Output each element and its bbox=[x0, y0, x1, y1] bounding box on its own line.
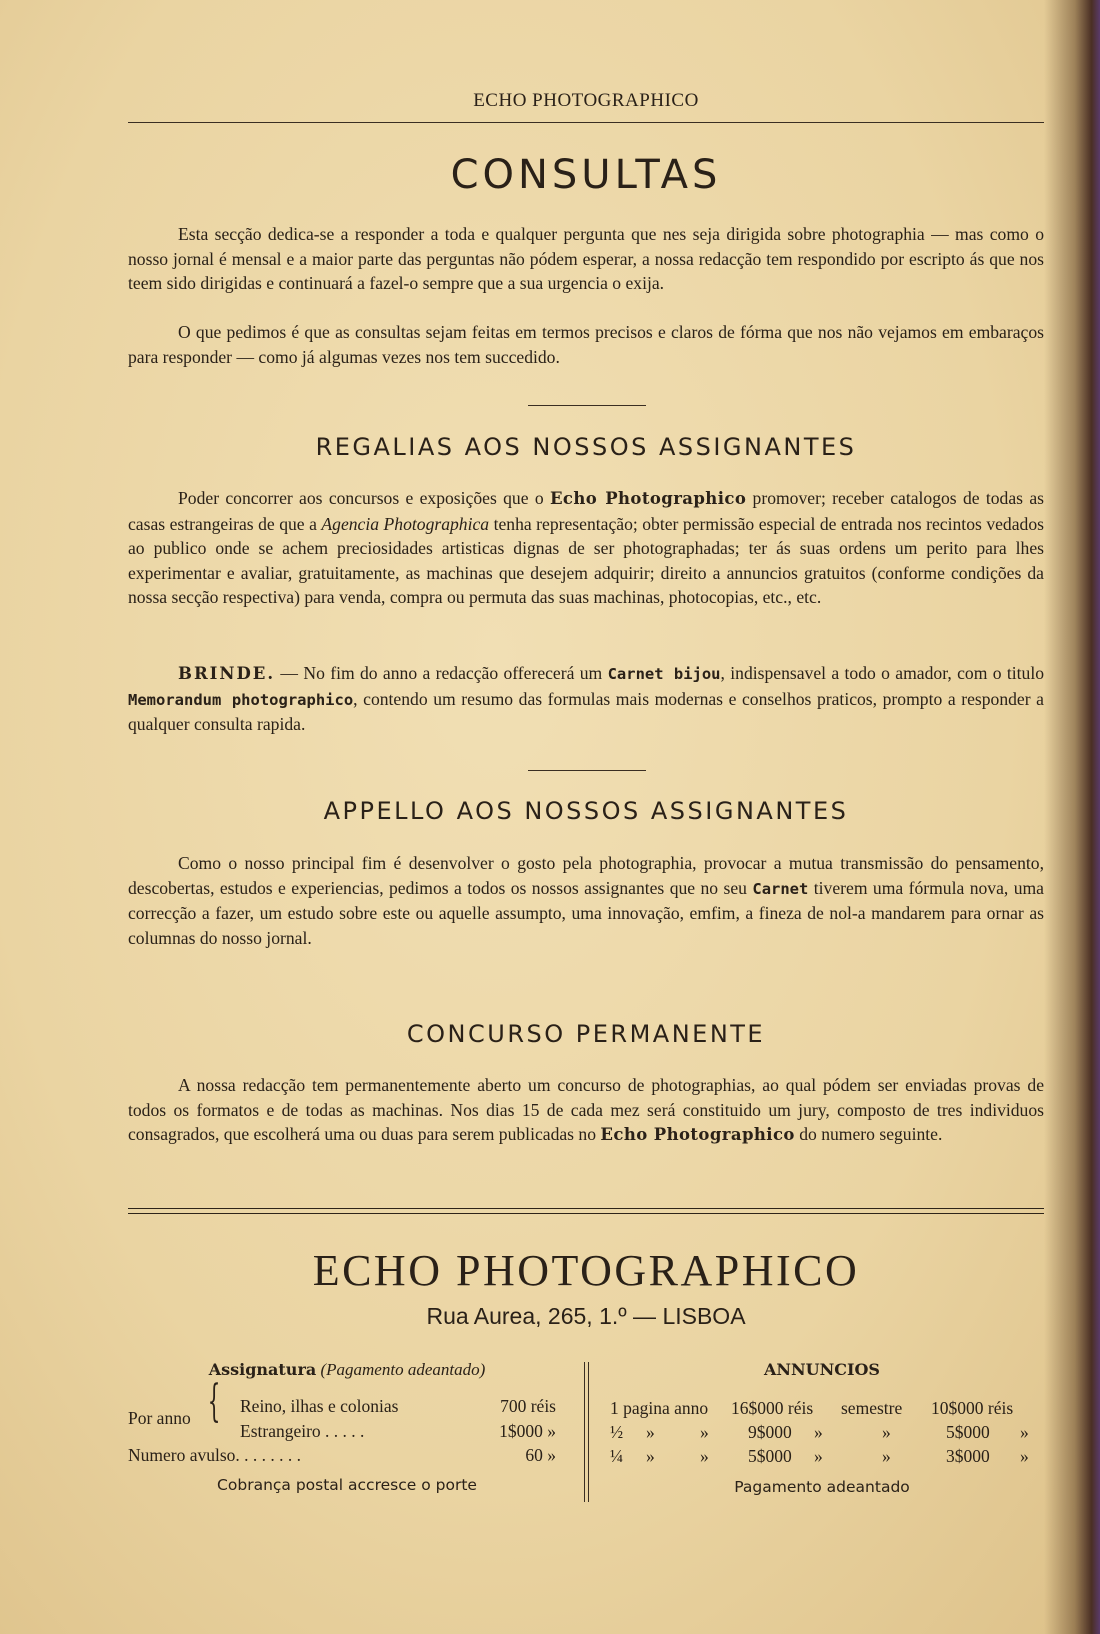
consultas-title: CONSULTAS bbox=[450, 152, 722, 198]
consultas-paragraph-2: O que pedimos é que as consultas sejam feitas em termos precisos e claros de fórma que nos não vejamos em embaraços para responder — como já algumas vezes nos tem succedido. bbox=[128, 322, 1044, 367]
appello-text: tiverem uma fórmula nova, uma correcção a fazer, um estudo sobre este ou aquelle assumpto, uma innovação, emfim, a fineza de nol-a mandarem para ornar as columnas do nosso jornal. bbox=[128, 877, 1044, 948]
appello-title: APPELLO AOS NOSSOS ASSIGNANTES bbox=[323, 797, 849, 825]
annuncios-label: ANNUNCIOS bbox=[764, 1360, 880, 1379]
journal-name: Echo Photographico bbox=[549, 489, 747, 508]
ad-cell: 9$000 bbox=[748, 1422, 792, 1442]
section-divider bbox=[528, 770, 646, 771]
annuncios-heading bbox=[600, 1360, 1044, 1380]
price-row-label: Numero avulso. . . . . . . . bbox=[128, 1445, 302, 1465]
regalias-paragraph-1 bbox=[128, 486, 1044, 610]
concurso-text: do numero seguinte. bbox=[794, 1124, 943, 1144]
price-row-label: Estrangeiro . . . . . bbox=[240, 1421, 365, 1441]
footer-double-rule bbox=[128, 1208, 1044, 1214]
page-edge-shadow bbox=[1044, 0, 1100, 1634]
regalias-text: Poder concorrer aos concursos e exposições que o bbox=[178, 488, 550, 508]
ad-cell: 5$000 bbox=[748, 1446, 792, 1466]
consultas-paragraph-1: Esta secção dedica-se a responder a toda e qualquer pergunta que nes seja dirigida sobre photographia — mas como o nosso jornal é mensal e a maior parte das perguntas não pódem esperar, a nossa redacção tem respondido por escripto ás que nos teem sido dirigidas e continuará a fazel-o sempre que a sua urgencia o exija. bbox=[128, 224, 1044, 293]
agency-name: Agencia Photographica bbox=[321, 513, 490, 534]
ad-cell: » bbox=[814, 1422, 823, 1442]
carnet-bijou: Carnet bijou bbox=[607, 665, 721, 683]
carnet-term: Carnet bbox=[752, 879, 809, 898]
appello-paragraph bbox=[128, 851, 1044, 950]
ad-cell: 5$000 bbox=[946, 1422, 990, 1442]
ad-cell: 10$000 réis bbox=[931, 1398, 1014, 1418]
regalias-text: promover; receber catalogos de todas as casas estrangeiras de que a bbox=[128, 488, 1044, 534]
header-rule bbox=[128, 122, 1044, 123]
ad-cell: » bbox=[646, 1446, 655, 1466]
ad-cell: » bbox=[1020, 1422, 1029, 1442]
price-row-value: 1$000 » bbox=[499, 1421, 556, 1441]
annuncios-block bbox=[600, 1360, 1044, 1496]
ad-cell: 16$000 réis bbox=[731, 1398, 814, 1418]
brinde-text: — No fim do anno a redacção offerecerá um bbox=[275, 663, 608, 683]
brinde-paragraph bbox=[128, 661, 1044, 737]
concurso-title: CONCURSO PERMANENTE bbox=[406, 1020, 766, 1048]
por-anno-label: Por anno bbox=[128, 1408, 191, 1428]
brinde-label: BRINDE. bbox=[178, 664, 276, 683]
ad-cell: semestre bbox=[841, 1398, 903, 1418]
journal-name: Echo Photographico bbox=[600, 1125, 795, 1144]
postal-note: Cobrança postal accresce o porte bbox=[217, 1476, 477, 1494]
section-divider bbox=[528, 405, 646, 406]
assignatura-heading bbox=[128, 1360, 566, 1380]
ad-cell: ½ bbox=[610, 1422, 624, 1442]
payment-note: (Pagamento adeantado) bbox=[320, 1360, 486, 1379]
ad-cell: » bbox=[882, 1422, 891, 1442]
ad-cell: » bbox=[700, 1446, 709, 1466]
price-row-value: 60 » bbox=[525, 1445, 556, 1465]
ad-cell: 3$000 bbox=[946, 1446, 990, 1466]
brace-glyph: { bbox=[207, 1376, 221, 1427]
ad-cell: » bbox=[1020, 1446, 1029, 1466]
memorandum-title: Memorandum photographico bbox=[128, 690, 354, 709]
price-row-value: 700 réis bbox=[500, 1396, 556, 1416]
ad-payment-note: Pagamento adeantado bbox=[734, 1478, 910, 1496]
column-separator bbox=[584, 1362, 589, 1502]
brinde-text: , indispensavel a todo o amador, com o titulo bbox=[720, 663, 1045, 683]
price-row-label: Reino, ilhas e colonias bbox=[240, 1396, 399, 1416]
ad-cell: » bbox=[814, 1446, 823, 1466]
footer-title: ECHO PHOTOGRAPHICO bbox=[312, 1246, 860, 1295]
footer-address: Rua Aurea, 265, 1.º — LISBOA bbox=[426, 1303, 746, 1329]
assignatura-block bbox=[128, 1360, 566, 1494]
ad-cell: » bbox=[882, 1446, 891, 1466]
ad-cell: » bbox=[646, 1422, 655, 1442]
brinde-text: , contendo um resumo das formulas mais modernas e conselhos praticos, prompto a responder a qualquer consulta rapida. bbox=[128, 688, 1044, 734]
ad-cell: 1 pagina anno bbox=[610, 1398, 709, 1418]
appello-text: Como o nosso principal fim é desenvolver o gosto pela photographia, provocar a mutua transmissão do pensamento, descobertas, estudos e experiencias, pedimos a todos os nossos assignantes que no seu bbox=[128, 853, 1044, 898]
concurso-paragraph bbox=[128, 1073, 1044, 1148]
ad-cell: ¼ bbox=[610, 1446, 624, 1466]
ad-cell: » bbox=[700, 1422, 709, 1442]
regalias-title: REGALIAS AOS NOSSOS ASSIGNANTES bbox=[315, 433, 857, 461]
running-head: ECHO PHOTOGRAPHICO bbox=[473, 90, 699, 111]
assignatura-label: Assignatura bbox=[208, 1360, 317, 1379]
regalias-text: tenha representação; obter permissão especial de entrada nos recintos vedados ao publico onde se achem preciosidades artisticas dignas de ser photographadas; ter ás suas ordens um perito para lhes experimentar e avaliar, gratuitamente, as machinas que desejem adquirir; direito a annuncios gratuitos (conforme condições da nossa secção respectiva) para venda, compra ou permuta das suas machinas, photocopias, etc., etc. bbox=[128, 513, 1044, 607]
concurso-text: A nossa redacção tem permanentemente aberto um concurso de photographias, ao qual pódem ser enviadas provas de todos os formatos e de todas as machinas. Nos dias 15 de cada mez será constituido um jury, composto de tres individuos consagrados, que escolherá uma ou duas para serem publicadas no bbox=[128, 1075, 1044, 1144]
